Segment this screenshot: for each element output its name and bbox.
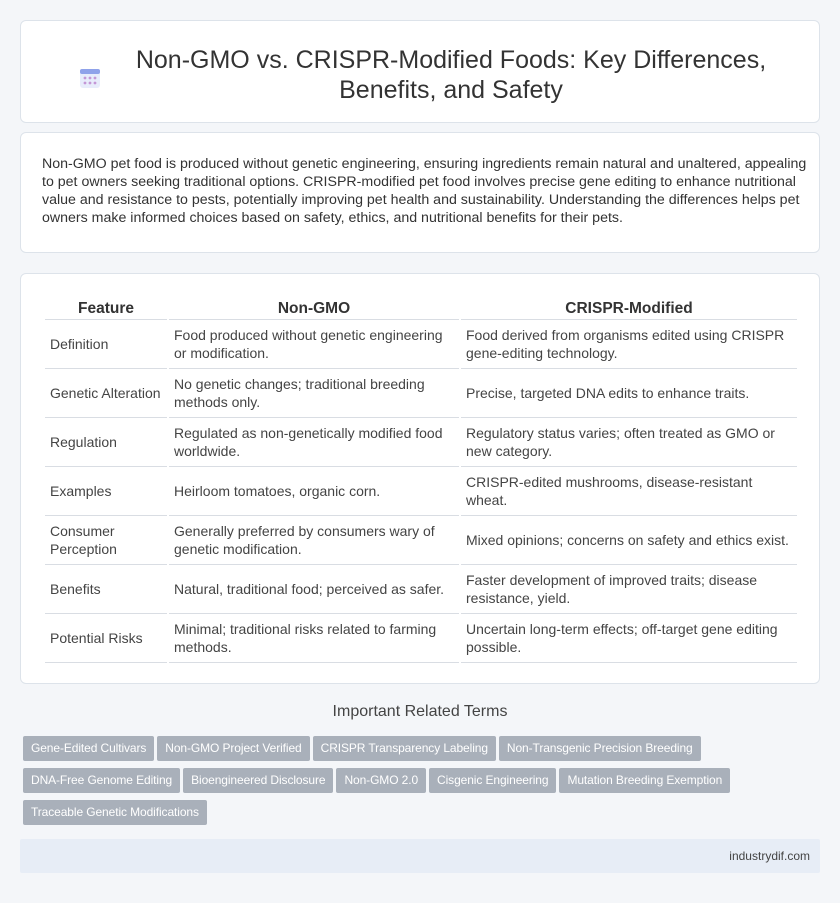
table-row xyxy=(45,418,797,467)
non-gmo-cell: No genetic changes; traditional breeding methods only. xyxy=(169,369,459,418)
table-row xyxy=(45,516,797,565)
feature-cell: Potential Risks xyxy=(45,614,167,663)
table-row xyxy=(45,614,797,663)
tag-link[interactable]: Cisgenic Engineering xyxy=(429,768,556,793)
tag-link[interactable]: Gene-Edited Cultivars xyxy=(23,736,154,761)
feature-cell: Regulation xyxy=(45,418,167,467)
related-terms-heading: Important Related Terms xyxy=(332,703,508,720)
page-title: Non-GMO vs. CRISPR-Modified Foods: Key Differences, Benefits, and Safety xyxy=(135,46,767,104)
tag-link[interactable]: Mutation Breeding Exemption xyxy=(559,768,730,793)
header-feature: Feature xyxy=(45,296,167,320)
tag-link[interactable]: Non-Transgenic Precision Breeding xyxy=(499,736,701,761)
crispr-cell: CRISPR-edited mushrooms, disease-resistant wheat. xyxy=(461,467,797,516)
calendar-grid-icon xyxy=(79,67,101,89)
feature-cell: Genetic Alteration xyxy=(45,369,167,418)
crispr-cell: Regulatory status varies; often treated as GMO or new category. xyxy=(461,418,797,467)
crispr-cell: Precise, targeted DNA edits to enhance traits. xyxy=(461,369,797,418)
title-card xyxy=(20,20,820,123)
crispr-cell: Food derived from organisms edited using CRISPR gene-editing technology. xyxy=(461,320,797,369)
table-row xyxy=(45,369,797,418)
tag-link[interactable]: CRISPR Transparency Labeling xyxy=(313,736,496,761)
intro-card xyxy=(20,132,820,253)
tag-link[interactable]: Traceable Genetic Modifications xyxy=(23,800,207,825)
comparison-card xyxy=(20,273,820,684)
non-gmo-cell: Generally preferred by consumers wary of genetic modification. xyxy=(169,516,459,565)
non-gmo-cell: Natural, traditional food; perceived as safer. xyxy=(169,565,459,614)
non-gmo-cell: Minimal; traditional risks related to farming methods. xyxy=(169,614,459,663)
tag-link[interactable]: DNA-Free Genome Editing xyxy=(23,768,180,793)
non-gmo-cell: Regulated as non-genetically modified food worldwide. xyxy=(169,418,459,467)
header-crispr: CRISPR-Modified xyxy=(461,296,797,320)
footer xyxy=(20,839,820,873)
non-gmo-cell: Heirloom tomatoes, organic corn. xyxy=(169,467,459,516)
table-header-row xyxy=(45,296,797,320)
crispr-cell: Uncertain long-term effects; off-target gene editing possible. xyxy=(461,614,797,663)
table-row xyxy=(45,467,797,516)
tag-link[interactable]: Non-GMO Project Verified xyxy=(157,736,309,761)
feature-cell: Benefits xyxy=(45,565,167,614)
non-gmo-cell: Food produced without genetic engineering or modification. xyxy=(169,320,459,369)
intro-paragraph: Non-GMO pet food is produced without genetic engineering, ensuring ingredients remain natural and unaltered, appealing to pet owners seeking traditional options. CRISPR-modified pet food involves precise gene editing to enhance nutritional value and resistance to pests, potentially improving pet health and sustainability. Understanding the differences helps pet owners make informed choices based on safety, ethics, and nutritional benefits for their pets. xyxy=(42,156,807,226)
footer-site-link[interactable]: industrydif.com xyxy=(729,849,810,863)
crispr-cell: Faster development of improved traits; disease resistance, yield. xyxy=(461,565,797,614)
feature-cell: Definition xyxy=(45,320,167,369)
related-terms-tags xyxy=(23,736,823,832)
table-row xyxy=(45,565,797,614)
crispr-cell: Mixed opinions; concerns on safety and ethics exist. xyxy=(461,516,797,565)
feature-cell: Examples xyxy=(45,467,167,516)
header-non-gmo: Non-GMO xyxy=(169,296,459,320)
comparison-table xyxy=(43,296,799,663)
feature-cell: Consumer Perception xyxy=(45,516,167,565)
tag-link[interactable]: Bioengineered Disclosure xyxy=(183,768,333,793)
table-row xyxy=(45,320,797,369)
tag-link[interactable]: Non-GMO 2.0 xyxy=(336,768,426,793)
